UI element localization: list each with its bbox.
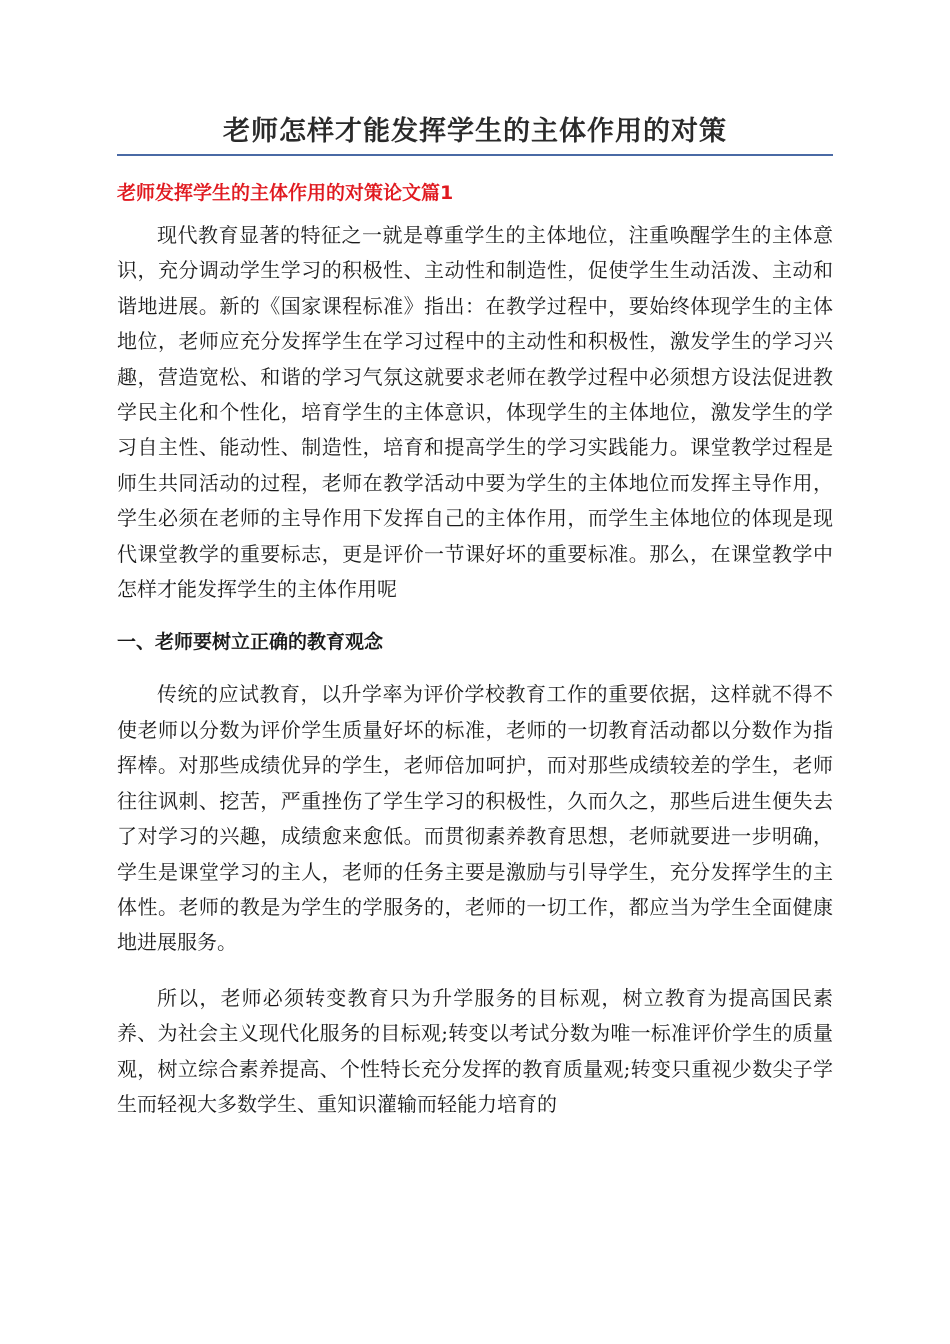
article-heading: 老师发挥学生的主体作用的对策论文篇1 — [117, 182, 454, 204]
section1-paragraph-2: 所以，老师必须转变教育只为升学服务的目标观，树立教育为提高国民素养、为社会主义现代化服务的目标观;转变以考试分数为唯一标准评价学生的质量观，树立综合素养提高、个性特长充分发挥的教育质量观;转变只重视少数尖子学生而轻视大多数学生、重知识灌输而轻能力培育的 — [117, 985, 833, 1116]
intro-paragraph: 现代教育显著的特征之一就是尊重学生的主体地位，注重唤醒学生的主体意识，充分调动学生学习的积极性、主动性和制造性，促使学生生动活泼、主动和谐地进展。新的《国家课程标准》指出：在教学过程中，要始终体现学生的主体地位，老师应充分发挥学生在学习过程中的主动性和积极性，激发学生的学习兴趣，营造宽松、和谐的学习气氛这就要求老师在教学过程中必须想方设法促进教学民主化和个性化，培育学生的主体意识，体现学生的主体地位，激发学生的学习自主性、能动性、制造性，培育和提高学生的学习实践能力。课堂教学过程是师生共同活动的过程，老师在教学活动中要为学生的主体地位而发挥主导作用，学生必须在老师的主导作用下发挥自己的主体作用，而学生主体地位的体现是现代课堂教学的重要标志，更是评价一节课好坏的重要标准。那么，在课堂教学中怎样才能发挥学生的主体作用呢 — [117, 223, 833, 602]
section1-paragraph-1: 传统的应试教育，以升学率为评价学校教育工作的重要依据，这样就不得不使老师以分数为评价学生质量好坏的标准，老师的一切教育活动都以分数作为指挥棒。对那些成绩优异的学生，老师倍加呵护，而对那些成绩较差的学生，老师往往讽刺、挖苦，严重挫伤了学生学习的积极性，久而久之，那些后进生便失去了对学习的兴趣，成绩愈来愈低。而贯彻素养教育思想，老师就要进一步明确，学生是课堂学习的主人，老师的任务主要是激励与引导学生，充分发挥学生的主体性。老师的教是为学生的学服务的，老师的一切工作，都应当为学生全面健康地进展服务。 — [117, 682, 833, 955]
title-underline — [117, 154, 833, 156]
document-page — [117, 110, 833, 1142]
page-title: 老师怎样才能发挥学生的主体作用的对策 — [223, 116, 727, 147]
section-heading-1: 一、老师要树立正确的教育观念 — [117, 631, 384, 654]
